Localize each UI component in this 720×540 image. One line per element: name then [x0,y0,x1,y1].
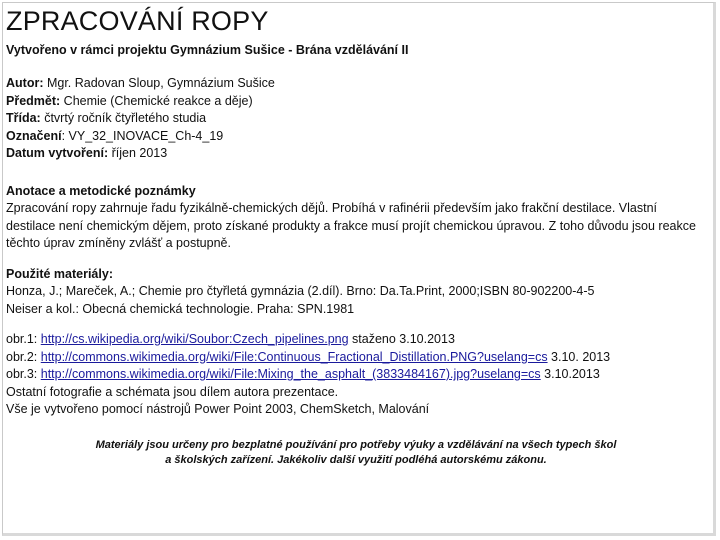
footer-line: a školských zařízení. Jakékoliv další využití podléhá autorskému zákonu. [165,453,547,466]
note-line: Ostatní fotografie a schémata jsou dílem autora prezentace. [6,384,339,399]
reference-link[interactable]: http://commons.wikimedia.org/wiki/File:Continuous_Fractional_Distillation.PNG?uselang=cs [40,349,548,364]
meta-label: Třída: [6,111,41,125]
reference-link[interactable]: http://cs.wikipedia.org/wiki/Soubor:Czech_pipelines.png [40,332,349,346]
references-section [6,331,706,419]
materials-heading: Použité materiály: [6,266,113,281]
slide-title: ZPRACOVÁNÍ ROPY [6,6,269,36]
note-line: Vše je vytvořeno pomocí nástrojů Power Point 2003, ChemSketch, Malování [6,402,430,416]
meta-author [6,75,706,93]
meta-value: : VY_32_INOVACE_Ch-4_19 [61,128,224,143]
reference-suffix: 3.10. 2013 [547,349,611,364]
meta-code [6,128,706,146]
meta-class [6,110,706,128]
meta-value: Mgr. Radovan Sloup, Gymnázium Sušice [43,76,275,90]
project-subtitle: Vytvořeno v rámci projektu Gymnázium Sušice - Brána vzdělávání II [6,43,409,57]
meta-value: čtvrtý ročník čtyřletého studia [40,111,207,125]
annotation-heading: Anotace a metodické poznámky [6,183,196,198]
reference-suffix: 3.10.2013 [540,367,600,381]
annotation-text: Zpracování ropy zahrnuje řadu fyzikálně-chemických dějů. Probíhá v rafinérii především jako frakční destilace. Vlastní destilace není chemickým dějem, proto získané produkty a frakce musí projít chemickou úpravou. Z toho důvodu jsou reakce těchto úprav zmíněny zvlášť a postupně. [6,201,696,250]
materials-section [6,266,706,319]
meta-subject [6,93,706,111]
meta-label: Autor: [6,76,44,90]
reference-suffix: staženo 3.10.2013 [348,332,455,346]
reference-link[interactable]: http://commons.wikimedia.org/wiki/File:Mixing_the_asphalt_(3833484167).jpg?uselang=cs [40,367,541,381]
material-item: Honza, J.; Mareček, A.; Chemie pro čtyřletá gymnázia (2.díl). Brno: Da.Ta.Print, 2000;ISBN 80-902200-4-5 [6,284,595,298]
material-item: Neiser a kol.: Obecná chemická technologie. Praha: SPN.1981 [6,301,355,316]
meta-value: říjen 2013 [108,146,168,160]
reference-item [6,349,706,367]
metadata-block [6,75,706,163]
slide-content [6,0,706,468]
reference-prefix: obr.1: [6,332,41,346]
meta-date [6,145,706,163]
reference-item [6,331,706,349]
footer-line: Materiály jsou určeny pro bezplatné používání pro potřeby výuky a vzdělávání na všech typech škol [95,438,617,451]
reference-item [6,366,706,384]
license-footer [6,438,706,468]
reference-prefix: obr.2: [6,349,41,364]
meta-value: Chemie (Chemické reakce a děje) [60,93,253,108]
reference-prefix: obr.3: [6,367,41,381]
meta-label: Datum vytvoření: [6,146,109,160]
meta-label: Předmět: [6,93,61,108]
annotation-section [6,183,706,253]
meta-label: Označení [6,128,62,143]
